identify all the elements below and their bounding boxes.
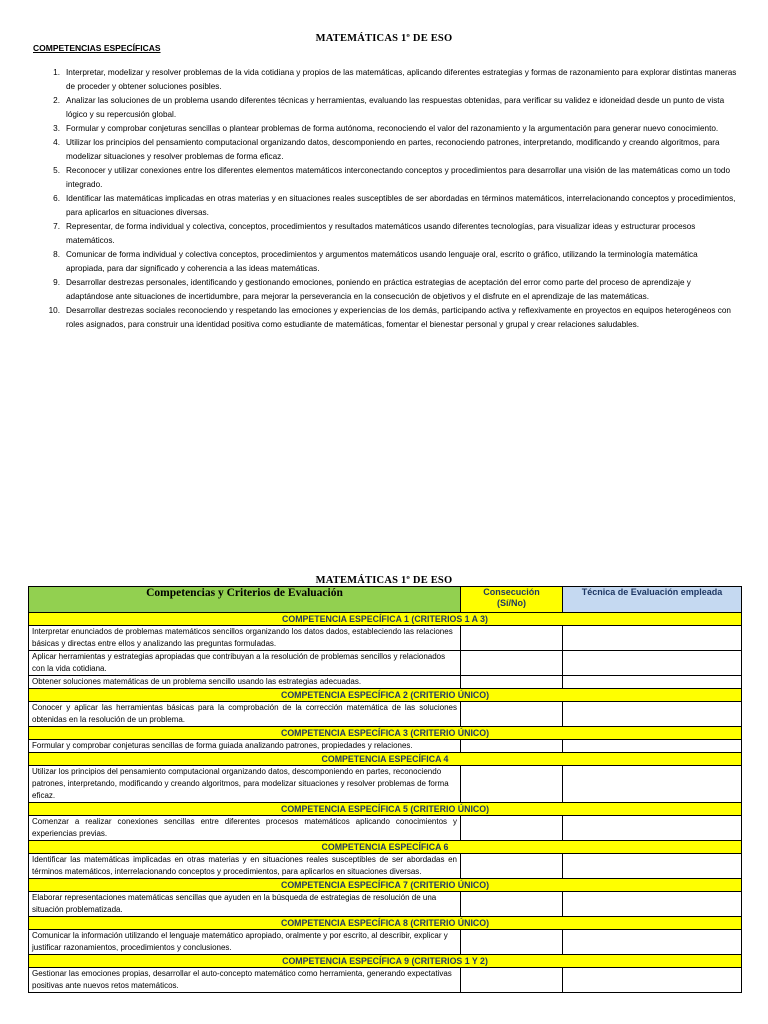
- list-text: Identificar las matemáticas implicadas en otras materias y en situaciones reales susceptibles de ser abordadas en términos matemáticos, interrelacionando conceptos y procedimientos, para aplicarlos en situaciones diversas.: [66, 194, 736, 217]
- consecucion-cell[interactable]: [461, 676, 563, 689]
- consecucion-cell[interactable]: [461, 702, 563, 727]
- list-text: Representar, de forma individual y colectiva, conceptos, procedimientos y resultados matemáticos usando diferentes tecnologías, para visualizar ideas y estructurar procesos matemáticos.: [66, 222, 696, 245]
- list-text: Utilizar los principios del pensamiento computacional organizando datos, descomponiendo en partes, reconociendo patrones, interpretando, modificando y creando algoritmos, para modelizar situaciones y resolver problemas de forma eficaz.: [66, 138, 720, 161]
- section-heading-row: [29, 955, 742, 968]
- section-heading-row: [29, 841, 742, 854]
- consecucion-cell[interactable]: [461, 740, 563, 753]
- criterion-text: Utilizar los principios del pensamiento computacional organizando datos, descomponiendo en partes, reconociendo patrones, interpretando, modificando y creando algoritmos, para modelizar situaciones y resolver problemas de forma eficaz.: [29, 766, 461, 803]
- list-number: 1.: [53, 68, 60, 77]
- section-heading: COMPETENCIA ESPECÍFICA 5 (CRITERIO ÚNICO): [29, 803, 742, 816]
- header-consecucion: [461, 587, 563, 613]
- section-heading: COMPETENCIA ESPECÍFICA 8 (CRITERIO ÚNICO): [29, 917, 742, 930]
- section-subtitle: COMPETENCIAS ESPECÍFICAS: [33, 43, 161, 53]
- list-item: [33, 66, 738, 94]
- table-row: [29, 626, 742, 651]
- list-text: Comunicar de forma individual y colectiva conceptos, procedimientos y argumentos matemáticos usando lenguaje oral, escrito o gráfico, utilizando la terminología matemática apropiada, para dar significado y coherencia a las ideas matemáticas.: [66, 250, 698, 273]
- section-heading-row: [29, 803, 742, 816]
- table-row: [29, 892, 742, 917]
- tecnica-cell[interactable]: [563, 892, 742, 917]
- table-row: [29, 702, 742, 727]
- consecucion-cell[interactable]: [461, 651, 563, 676]
- table-row: [29, 676, 742, 689]
- list-number: 8.: [53, 250, 60, 259]
- table-row: [29, 854, 742, 879]
- table-row: [29, 968, 742, 993]
- criterion-text: Formular y comprobar conjeturas sencillas de forma guiada analizando patrones, propiedades y relaciones.: [29, 740, 461, 753]
- table-row: [29, 816, 742, 841]
- table-row: [29, 930, 742, 955]
- section-heading-row: [29, 613, 742, 626]
- list-item: [33, 94, 738, 122]
- table-row: [29, 651, 742, 676]
- list-number: 5.: [53, 166, 60, 175]
- list-number: 4.: [53, 138, 60, 147]
- list-item: [33, 276, 738, 304]
- list-item: [33, 122, 738, 136]
- section-heading: COMPETENCIA ESPECÍFICA 1 (CRITERIOS 1 A 3): [29, 613, 742, 626]
- header-consecucion-line1: Consecución: [483, 587, 540, 597]
- section-heading: COMPETENCIA ESPECÍFICA 2 (CRITERIO ÚNICO): [29, 689, 742, 702]
- section-heading-row: [29, 917, 742, 930]
- list-item: [33, 136, 738, 164]
- competencias-list: [33, 66, 738, 332]
- list-number: 7.: [53, 222, 60, 231]
- table-row: [29, 766, 742, 803]
- list-item: [33, 220, 738, 248]
- criterion-text: Gestionar las emociones propias, desarrollar el auto-concepto matemático como herramienta, generando expectativas positivas ante nuevos retos matemáticos.: [29, 968, 461, 993]
- header-competencias: Competencias y Criterios de Evaluación: [29, 587, 461, 613]
- consecucion-cell[interactable]: [461, 626, 563, 651]
- table-title: MATEMÁTICAS 1º DE ESO: [315, 575, 453, 586]
- list-text: Desarrollar destrezas personales, identificando y gestionando emociones, poniendo en práctica estrategias de aceptación del error como parte del proceso de aprendizaje y adaptándose ante situaciones de incertidumbre, para mejorar la perseverancia en la consecución de objetivos y el disfrute en el aprendizaje de las matemáticas.: [66, 278, 691, 301]
- section-heading: COMPETENCIA ESPECÍFICA 6: [29, 841, 742, 854]
- section-heading-row: [29, 753, 742, 766]
- tecnica-cell[interactable]: [563, 766, 742, 803]
- consecucion-cell[interactable]: [461, 968, 563, 993]
- list-number: 10.: [48, 306, 60, 315]
- consecucion-cell[interactable]: [461, 854, 563, 879]
- list-text: Desarrollar destrezas sociales reconociendo y respetando las emociones y experiencias de los demás, participando activa y reflexivamente en proyectos en equipos heterogéneos con roles asignados, para construir una identidad positiva como estudiante de matemáticas, fomentar el bienestar personal y grupal y crear relaciones saludables.: [66, 306, 731, 329]
- list-number: 2.: [53, 96, 60, 105]
- list-number: 3.: [53, 124, 60, 133]
- criterion-text: Elaborar representaciones matemáticas sencillas que ayuden en la búsqueda de estrategias de resolución de una situación problematizada.: [29, 892, 461, 917]
- header-consecucion-line2: (Sí/No): [497, 598, 526, 608]
- tecnica-cell[interactable]: [563, 702, 742, 727]
- list-number: 9.: [53, 278, 60, 287]
- consecucion-cell[interactable]: [461, 766, 563, 803]
- list-item: [33, 192, 738, 220]
- list-text: Interpretar, modelizar y resolver problemas de la vida cotidiana y propios de las matemáticas, aplicando diferentes estrategias y formas de razonamiento para explorar distintas maneras de proceder y obtener soluciones posibles.: [66, 68, 737, 91]
- section-heading: COMPETENCIA ESPECÍFICA 7 (CRITERIO ÚNICO): [29, 879, 742, 892]
- section-heading: COMPETENCIA ESPECÍFICA 4: [29, 753, 742, 766]
- list-text: Analizar las soluciones de un problema usando diferentes técnicas y herramientas, evaluando las respuestas obtenidas, para verificar su validez e idoneidad desde un punto de vista lógico y su repercusión global.: [66, 96, 725, 119]
- table-row: [29, 740, 742, 753]
- section-heading-row: [29, 879, 742, 892]
- consecucion-cell[interactable]: [461, 930, 563, 955]
- criterion-text: Comunicar la información utilizando el lenguaje matemático apropiado, oralmente y por escrito, al describir, explicar y justificar razonamientos, procedimientos y conclusiones.: [29, 930, 461, 955]
- criterion-text: Obtener soluciones matemáticas de un problema sencillo usando las estrategias adecuadas.: [29, 676, 461, 689]
- tecnica-cell[interactable]: [563, 854, 742, 879]
- criterion-text: Interpretar enunciados de problemas matemáticos sencillos organizando los datos dados, estableciendo las relaciones básicas y directas entre ellos y analizando las preguntas formuladas.: [29, 626, 461, 651]
- list-item: [33, 304, 738, 332]
- list-item: [33, 248, 738, 276]
- list-text: Reconocer y utilizar conexiones entre los diferentes elementos matemáticos interconectando conceptos y procedimientos para desarrollar una visión de las matemáticas como un todo integrado.: [66, 166, 730, 189]
- list-number: 6.: [53, 194, 60, 203]
- consecucion-cell[interactable]: [461, 816, 563, 841]
- evaluation-table: [28, 586, 742, 993]
- list-text: Formular y comprobar conjeturas sencillas o plantear problemas de forma autónoma, reconociendo el valor del razonamiento y la argumentación para generar nuevo conocimiento.: [66, 124, 719, 133]
- tecnica-cell[interactable]: [563, 676, 742, 689]
- criterion-text: Comenzar a realizar conexiones sencillas entre diferentes procesos matemáticos aplicando conocimientos y experiencias previas.: [29, 816, 461, 841]
- criterion-text: Aplicar herramientas y estrategias apropiadas que contribuyan a la resolución de problemas sencillos y relacionados con la vida cotidiana.: [29, 651, 461, 676]
- section-heading: COMPETENCIA ESPECÍFICA 3 (CRITERIO ÚNICO): [29, 727, 742, 740]
- section-heading-row: [29, 727, 742, 740]
- list-item: [33, 164, 738, 192]
- consecucion-cell[interactable]: [461, 892, 563, 917]
- tecnica-cell[interactable]: [563, 626, 742, 651]
- tecnica-cell[interactable]: [563, 651, 742, 676]
- table-header-row: [29, 587, 742, 613]
- tecnica-cell[interactable]: [563, 930, 742, 955]
- criterion-text: Conocer y aplicar las herramientas básicas para la comprobación de la corrección matemática de las soluciones obtenidas en la resolución de un problema.: [29, 702, 461, 727]
- header-tecnica: Técnica de Evaluación empleada: [563, 587, 742, 613]
- criterion-text: Identificar las matemáticas implicadas en otras materias y en situaciones reales susceptibles de ser abordadas en términos matemáticos, interrelacionando conceptos y procedimientos, para aplicarlos en situaciones diversas.: [29, 854, 461, 879]
- tecnica-cell[interactable]: [563, 740, 742, 753]
- section-heading-row: [29, 689, 742, 702]
- section-heading: COMPETENCIA ESPECÍFICA 9 (CRITERIOS 1 Y 2): [29, 955, 742, 968]
- page-title: MATEMÁTICAS 1º DE ESO: [315, 33, 453, 44]
- tecnica-cell[interactable]: [563, 816, 742, 841]
- tecnica-cell[interactable]: [563, 968, 742, 993]
